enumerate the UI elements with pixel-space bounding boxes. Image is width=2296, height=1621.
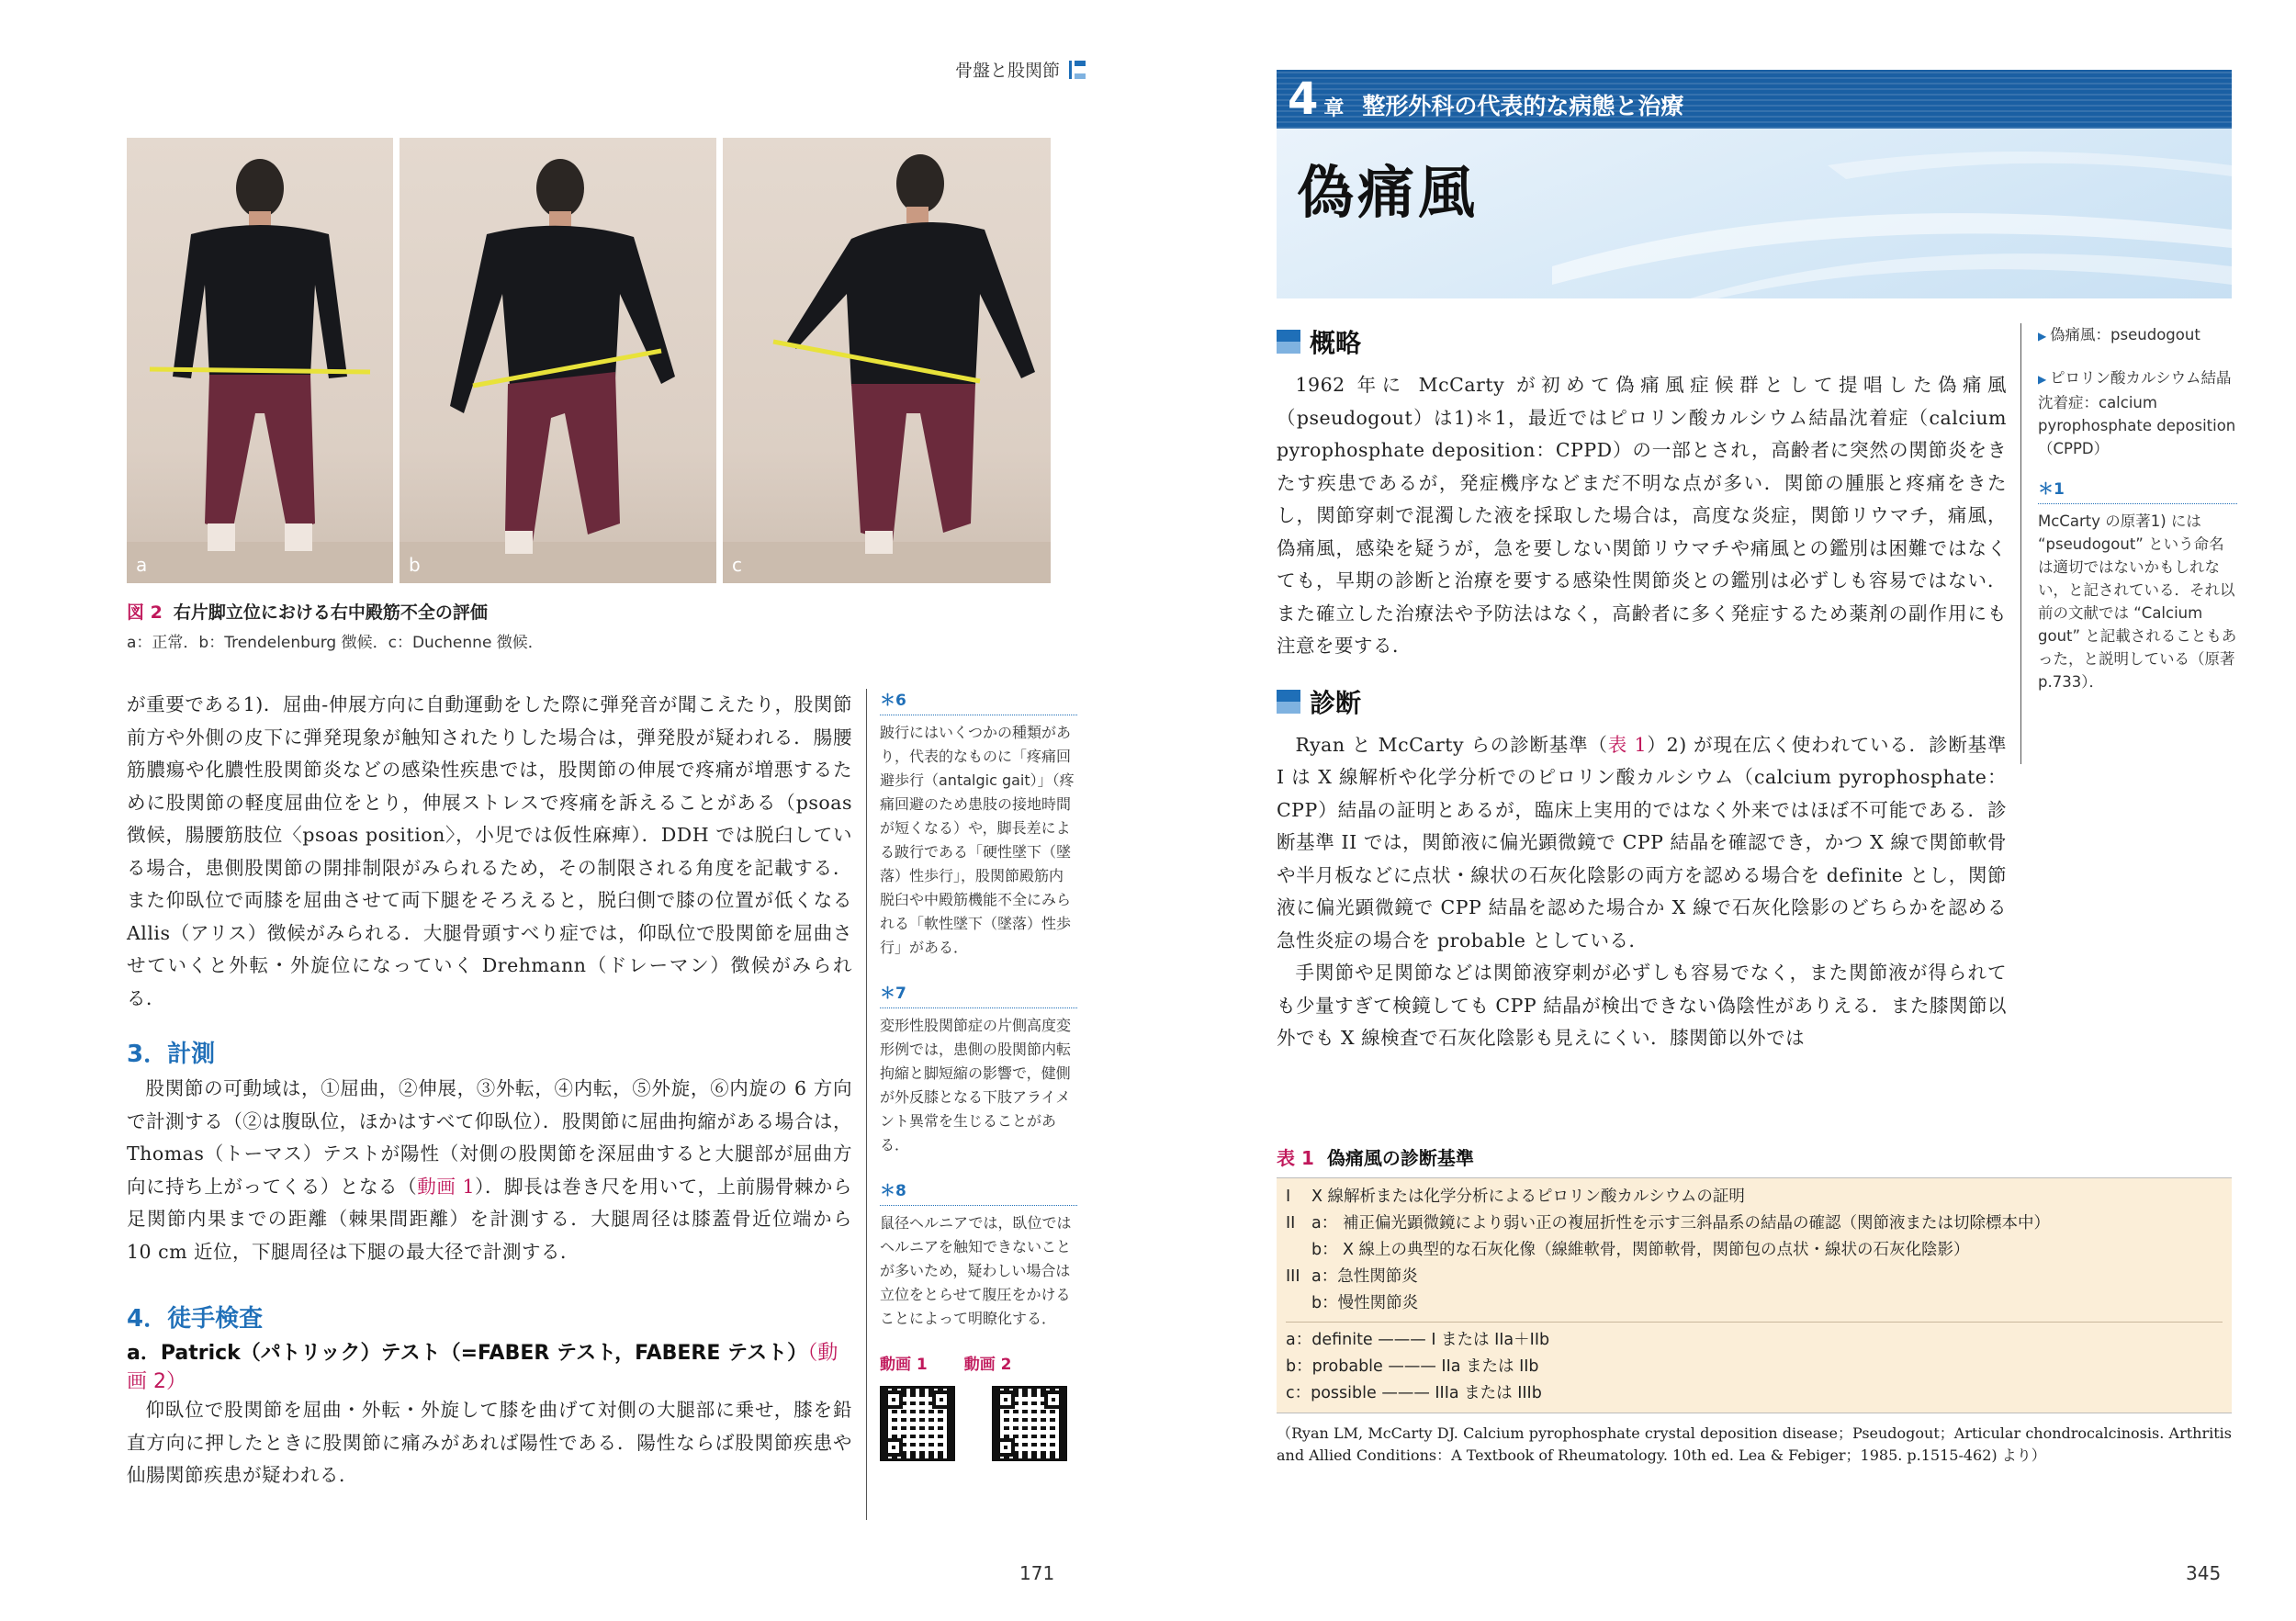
figure-title: 右片脚立位における右中殿筋不全の評価 bbox=[173, 602, 488, 623]
video-labels bbox=[880, 1353, 1077, 1377]
patrick-test-title: a．Patrick（パトリック）テスト（=FABER テスト，FABERE テスト） bbox=[127, 1342, 808, 1365]
side-note-text: McCarty の原著1) には “pseudogout” という命名は適切ではないかもしれない，と記されている．それ以前の文献では “Calcium gout” と記載されることもあった，と説明している（原著 p.733）． bbox=[2038, 512, 2237, 691]
diagnosis-heading-text: 診断 bbox=[1310, 687, 1362, 718]
section-3-text-a: 股関節の可動域は，①屈曲，②伸展，③外転，④内転，⑤外旋，⑥内旋の 6 方向で計測する（②は腹臥位，ほかはすべて仰臥位）．股関節に屈曲拘縮がある場合は，Thomas（トーマス）テストが陽性（対側の股関節を深屈曲すると大腿部が屈曲方向に持ち上がってくる）となる（ bbox=[127, 1077, 852, 1198]
figure-caption bbox=[127, 599, 544, 652]
criterion-label: a： bbox=[1311, 1214, 1338, 1233]
photo-letter: b bbox=[409, 554, 421, 576]
video-1-link[interactable]: 動画 1 bbox=[417, 1175, 476, 1198]
figure-photos bbox=[127, 138, 1051, 583]
table-row bbox=[1286, 1290, 2223, 1317]
table-caption bbox=[1277, 1143, 2232, 1170]
overview-heading-text: 概略 bbox=[1310, 328, 1362, 358]
paragraph-1: が重要である1)．屈曲-伸展方向に自動運動をした際に弾発音が聞こえたり，股関節前方や外側の皮下に弾発現象が触知されたりした場合は，弾発股が疑われる．腸腰筋膿瘍や化膿性股関節炎などの感染性疾患では，股関節の伸展で疼痛が増悪するために股関節の軽度屈曲位をとり，伸展ストレスで疼痛を訴えることがある（psoas 徴候，腸腰筋肢位〈psoas position〉，小児では仮性麻痺）．DDH では脱臼している場合，患側股関節の開排制限がみられるため，その制限される角度を記載する．また仰臥位で両膝を屈曲させて両下腿をそろえると，脱臼側で膝の位置が低くなる Allis（アリス）徴候がみられる．大腿骨頭すべり症では，仰臥位で股関節を屈曲させていくと外転・外旋位になっていく Drehmann（ドレーマン）徴候がみられる． bbox=[127, 693, 852, 1009]
header-mark-icon bbox=[1069, 61, 1086, 79]
overview-section bbox=[1277, 323, 2007, 663]
table-title: 偽痛風の診断基準 bbox=[1326, 1147, 1474, 1169]
note-label: ＊7 bbox=[880, 982, 1077, 1008]
note-label: ＊8 bbox=[880, 1179, 1077, 1206]
qr-code-icon[interactable] bbox=[992, 1386, 1067, 1461]
section-4-subheading bbox=[127, 1337, 852, 1394]
photo-c bbox=[723, 138, 1051, 583]
table-source: （Ryan LM, McCarty DJ. Calcium pyrophosphate crystal deposition disease；Pseudogout；Articular chondrocalcinosis. Arthritis and Allied Conditions：A Textbook of Rheumatology. 10th ed. Lea & Febiger；1985. p.1515-462) より） bbox=[1277, 1424, 2232, 1464]
criterion-text: 補正偏光顕微鏡により弱い正の複屈折性を示す三斜晶系の結晶の確認（関節液または切除標本中） bbox=[1343, 1214, 2050, 1233]
diagnosis-text-1a: Ryan と McCarty らの診断基準（ bbox=[1295, 733, 1608, 756]
table-1-link[interactable]: 表 1 bbox=[1607, 733, 1647, 756]
criterion-number: III bbox=[1286, 1267, 1300, 1286]
note-text: 変形性股関節症の片側高度変形例では，患側の股関節内転拘縮と脚短縮の影響で，健側が外反膝となる下肢アライメント異常を生じることがある． bbox=[880, 1017, 1072, 1154]
note-text: 跛行にはいくつかの種類があり，代表的なものに「疼痛回避歩行（antalgic gait）」（疼痛回避のため患肢の接地時間が短くなる）や，脚長差による跛行である「硬性墜下（墜落）性歩行」，股関節殿筋内脱臼や中殿筋機能不全にみられる「軟性墜下（墜落）性歩行」がある． bbox=[880, 724, 1075, 956]
table-row bbox=[1286, 1237, 2223, 1264]
title-block bbox=[1277, 129, 2232, 298]
diagnosis-section bbox=[1277, 683, 2007, 1055]
section-square-icon bbox=[1277, 690, 1300, 714]
criterion-number: II bbox=[1286, 1214, 1296, 1233]
qr-code-icon[interactable] bbox=[880, 1386, 955, 1461]
section-3-heading: 3．計測 bbox=[127, 1041, 216, 1068]
criterion-text: a：急性関節炎 bbox=[1311, 1267, 1418, 1286]
definition-row: c：possible ——— IIIa または IIIb bbox=[1286, 1384, 1542, 1402]
section-square-icon bbox=[1277, 330, 1300, 354]
table-body bbox=[1277, 1177, 2232, 1413]
note-text: 鼠径ヘルニアでは，臥位ではヘルニアを触知できないことが多いため，疑わしい場合は立位をとらせて腹圧をかけることによって明瞭化する． bbox=[880, 1214, 1072, 1327]
note-label: ＊6 bbox=[880, 689, 1077, 715]
criterion-text: b：慢性関節炎 bbox=[1311, 1294, 1419, 1312]
note-label: ＊1 bbox=[2038, 478, 2237, 504]
section-3-text-b: ）．脚長は巻き尺を用いて，上前腸骨棘から足関節内果までの距離（棘果間距離）を計測する．大腿周径は膝蓋骨近位端から 10 cm 近位，下腿周径は下腿の最大径で計測する． bbox=[127, 1175, 853, 1263]
person-normal-illustration bbox=[127, 138, 393, 583]
chapter-label: 章 bbox=[1323, 97, 1345, 120]
criterion-label: b： bbox=[1311, 1241, 1338, 1259]
keyword-cppd: ▶ ピロリン酸カルシウム結晶沈着症：calcium pyrophosphate deposition（CPPD） bbox=[2038, 366, 2237, 460]
section-4-heading: 4．徒手検査 bbox=[127, 1305, 264, 1333]
person-duchenne-illustration bbox=[723, 138, 1051, 583]
table-row bbox=[1286, 1264, 2223, 1290]
qr-codes bbox=[880, 1386, 1077, 1461]
page-number-left: 171 bbox=[1019, 1562, 1055, 1584]
page-title: 偽痛風 bbox=[1297, 159, 1480, 226]
diagnosis-text-2: 手関節や足関節などは関節液穿刺が必ずしも容易でなく，また関節液が得られても少量すぎて検鏡しても CPP 結晶が検出できない偽陰性がありえる．また膝関節以外でも X 線検査で石灰化陰影も見えにくい．膝関節以外では bbox=[1277, 962, 2007, 1049]
right-body-text bbox=[1277, 323, 2007, 1055]
definition-row: b：probable ——— IIa または IIb bbox=[1286, 1357, 1539, 1376]
right-page bbox=[1148, 0, 2296, 1621]
criterion-text: X 線上の典型的な石灰化像（線維軟骨，関節軟骨，関節包の点状・線状の石灰化陰影） bbox=[1343, 1241, 1970, 1259]
chapter-number: 4 bbox=[1288, 73, 1319, 125]
table-row bbox=[1286, 1210, 2223, 1237]
left-body-text bbox=[127, 689, 852, 1492]
photo-b bbox=[400, 138, 716, 583]
left-side-notes bbox=[866, 689, 1077, 1520]
table-row bbox=[1286, 1184, 2223, 1210]
figure-number: 図 2 bbox=[127, 602, 163, 623]
video-1-label: 動画 1 bbox=[880, 1356, 928, 1374]
photo-letter: a bbox=[136, 554, 148, 576]
diagnosis-heading bbox=[1277, 683, 2007, 720]
diagnostic-criteria-table bbox=[1277, 1143, 2232, 1467]
photo-a bbox=[127, 138, 393, 583]
criterion-number: I bbox=[1286, 1188, 1291, 1206]
video-2-link[interactable]: （動画 2） bbox=[127, 1342, 838, 1393]
page-number-right: 345 bbox=[2186, 1562, 2222, 1584]
definition-row: a：definite ——— I または IIa＋IIb bbox=[1286, 1331, 1550, 1349]
keyword-pseudogout: ▶ 偽痛風：pseudogout bbox=[2038, 323, 2237, 348]
note-7 bbox=[880, 982, 1077, 1157]
table-number: 表 1 bbox=[1277, 1147, 1314, 1169]
overview-heading bbox=[1277, 323, 2007, 360]
overview-text: 1962 年に McCarty が初めて偽痛風症候群として提唱した偽痛風（pseudogout）は1)＊1，最近ではピロリン酸カルシウム結晶沈着症（calcium pyrophosphate deposition：CPPD）の一部とされ，高齢者に突然の関節炎をきたす疾患であるが，発症機序などまだ不明な点が多い．関節の腫脹と疼痛をきたし，関節穿刺で混濁した液を採取した場合は，高度な炎症，関節リウマチ，痛風，偽痛風，感染を疑うが，急を要しない関節リウマチや痛風との鑑別は困難ではなくても，早期の診断と治療を要する感染性関節炎との鑑別は必ずしも容易ではない．また確立した治療法や予防法はなく，高齢者に多く発症するため薬剤の副作用にも注意を要する． bbox=[1277, 374, 2007, 657]
note-8 bbox=[880, 1179, 1077, 1331]
running-header bbox=[955, 57, 1086, 82]
diagnosis-text-1 bbox=[1277, 729, 2007, 958]
diagnosis-text-1b: ）2) が現在広く使われている．診断基準 I は X 線解析や化学分析でのピロリン酸カルシウム（calcium pyrophosphate：CPP）結晶の証明とあるが，臨床上実用的ではなく外来ではほぼ不可能である．診断基準 II では，関節液に偏光顕微鏡で CPP 結晶を確認でき，かつ X 線で関節軟骨や半月板などに点状・線状の石灰化陰影の両方を認める場合を definite とし，関節液に偏光顕微鏡で CPP 結晶を認めた場合か X 線で石灰化陰影のどちらかを認める急性炎症の場合を probable としている． bbox=[1277, 733, 2007, 951]
section-4-text: 仰臥位で股関節を屈曲・外転・外旋して膝を曲げて対側の大腿部に乗せ，膝を鉛直方向に押したときに股関節に痛みがあれば陽性である．陽性ならば股関節疾患や仙腸関節疾患が疑われる． bbox=[127, 1399, 852, 1486]
running-header-text: 骨盤と股関節 bbox=[954, 61, 1060, 81]
chapter-title: 整形外科の代表的な病態と治療 bbox=[1362, 93, 1684, 119]
chapter-banner bbox=[1277, 70, 2232, 129]
person-trendelenburg-illustration bbox=[400, 138, 716, 583]
table-divider bbox=[1286, 1322, 2223, 1323]
figure-subcaption: a：正常．b：Trendelenburg 徴候．c：Duchenne 徴候． bbox=[127, 634, 544, 652]
video-2-label: 動画 2 bbox=[963, 1356, 1012, 1374]
photo-letter: c bbox=[732, 554, 742, 576]
criterion-text: X 線解析または化学分析によるピロリン酸カルシウムの証明 bbox=[1311, 1188, 1745, 1206]
section-3-text bbox=[127, 1073, 852, 1268]
right-side-notes bbox=[2020, 323, 2237, 764]
note-6 bbox=[880, 689, 1077, 960]
